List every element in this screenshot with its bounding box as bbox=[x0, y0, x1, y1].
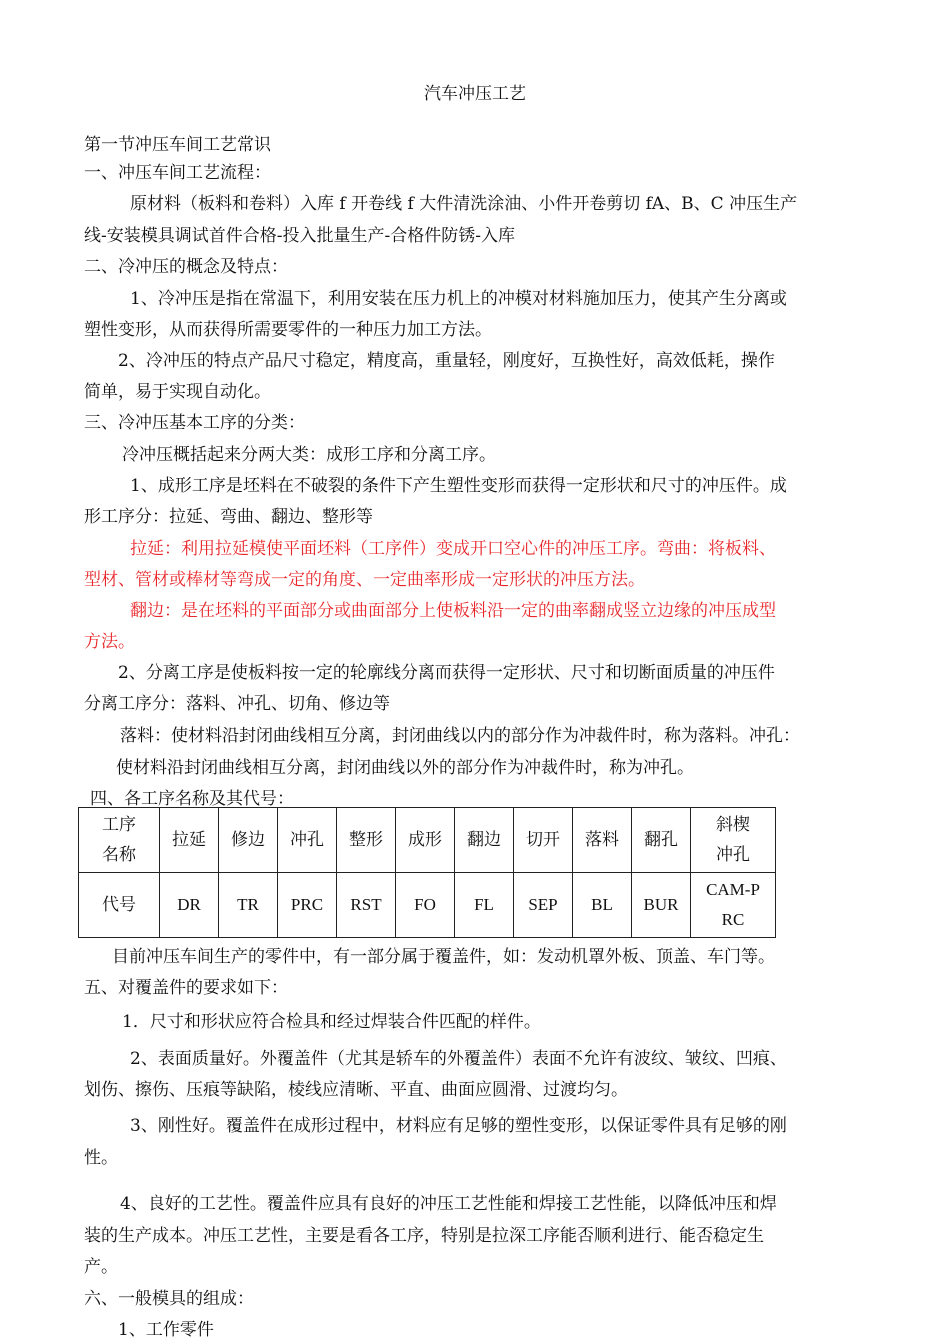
table-cell: 整形 bbox=[337, 808, 396, 873]
paragraph-line: 塑性变形，从而获得所需要零件的一种压力加工方法。 bbox=[84, 320, 492, 340]
paragraph-line: 产。 bbox=[84, 1257, 118, 1277]
table-header-cell: 代号 bbox=[79, 873, 160, 938]
paragraph-line: 3、刚性好。覆盖件在成形过程中，材料应有足够的塑性变形，以保证零件具有足够的刚 bbox=[130, 1116, 787, 1136]
highlight-line: 方法。 bbox=[84, 632, 135, 652]
paragraph-line: 1．尺寸和形状应符合检具和经过焊装合件匹配的样件。 bbox=[122, 1012, 541, 1032]
table-header-cell: 工序 名称 bbox=[79, 808, 160, 873]
document-title: 汽车冲压工艺 bbox=[424, 84, 526, 104]
paragraph-line: 1、成形工序是坯料在不破裂的条件下产生塑性变形而获得一定形状和尺寸的冲压件。成 bbox=[130, 476, 787, 496]
paragraph-line: 冷冲压概括起来分两大类：成形工序和分离工序。 bbox=[122, 445, 496, 465]
subsection-heading: 一、冲压车间工艺流程： bbox=[84, 163, 271, 183]
table-cell: 修边 bbox=[219, 808, 278, 873]
paragraph-line: 简单，易于实现自动化。 bbox=[84, 382, 271, 402]
paragraph-line: 2、分离工序是使板料按一定的轮廓线分离而获得一定形状、尺寸和切断面质量的冲压件 bbox=[118, 663, 775, 683]
paragraph-line: 分离工序分：落料、冲孔、切角、修边等 bbox=[84, 694, 390, 714]
table-cell: CAM-P RC bbox=[691, 873, 776, 938]
table-row bbox=[79, 808, 776, 873]
paragraph-line: 线-安装模具调试首件合格-投入批量生产-合格件防锈-入库 bbox=[84, 226, 515, 246]
subsection-heading: 四、各工序名称及其代号： bbox=[90, 789, 294, 809]
table-cell: FO bbox=[396, 873, 455, 938]
table-cell: 翻边 bbox=[455, 808, 514, 873]
paragraph-line: 性。 bbox=[84, 1148, 118, 1168]
table-cell: PRC bbox=[278, 873, 337, 938]
table-cell: 翻孔 bbox=[632, 808, 691, 873]
paragraph-line: 2、表面质量好。外覆盖件（尤其是轿车的外覆盖件）表面不允许有波纹、皱纹、凹痕、 bbox=[130, 1049, 787, 1069]
subsection-heading: 二、冷冲压的概念及特点： bbox=[84, 257, 288, 277]
table-cell: 落料 bbox=[573, 808, 632, 873]
highlight-line: 拉延：利用拉延模使平面坯料（工序件）变成开口空心件的冲压工序。弯曲：将板料、 bbox=[130, 539, 776, 559]
highlight-line: 翻边：是在坯料的平面部分或曲面部分上使板料沿一定的曲率翻成竖立边缘的冲压成型 bbox=[130, 601, 776, 621]
process-code-table bbox=[78, 807, 776, 938]
table-cell: FL bbox=[455, 873, 514, 938]
paragraph-line: 划伤、擦伤、压痕等缺陷，棱线应清晰、平直、曲面应圆滑、过渡均匀。 bbox=[84, 1080, 628, 1100]
paragraph-line: 2、冷冲压的特点产品尺寸稳定，精度高，重量轻，刚度好，互换性好，高效低耗，操作 bbox=[118, 351, 775, 371]
table-cell: SEP bbox=[514, 873, 573, 938]
table-cell: TR bbox=[219, 873, 278, 938]
section-heading: 第一节冲压车间工艺常识 bbox=[84, 135, 271, 155]
highlight-line: 型材、管材或棒材等弯成一定的角度、一定曲率形成一定形状的冲压方法。 bbox=[84, 570, 645, 590]
table-cell: 成形 bbox=[396, 808, 455, 873]
table-cell: RST bbox=[337, 873, 396, 938]
paragraph-line: 落料：使材料沿封闭曲线相互分离，封闭曲线以内的部分作为冲裁件时，称为落料。冲孔： bbox=[120, 726, 800, 746]
paragraph-line: 4、良好的工艺性。覆盖件应具有良好的冲压工艺性能和焊接工艺性能，以降低冲压和焊 bbox=[120, 1194, 777, 1214]
table-cell: DR bbox=[160, 873, 219, 938]
paragraph-line: 1、冷冲压是指在常温下，利用安装在压力机上的冲模对材料施加压力，使其产生分离或 bbox=[130, 289, 787, 309]
table-cell: BL bbox=[573, 873, 632, 938]
subsection-heading: 三、冷冲压基本工序的分类： bbox=[84, 413, 305, 433]
paragraph-line: 目前冲压车间生产的零件中，有一部分属于覆盖件，如：发动机罩外板、顶盖、车门等。 bbox=[112, 947, 775, 967]
paragraph-line: 原材料（板料和卷料）入库 f 开卷线 f 大件清洗涂油、小件开卷剪切 fA、B、C 冲压生产 bbox=[130, 194, 798, 214]
paragraph-line: 使材料沿封闭曲线相互分离，封闭曲线以外的部分作为冲裁件时，称为冲孔。 bbox=[116, 758, 694, 778]
paragraph-line: 装的生产成本。冲压工艺性，主要是看各工序，特别是拉深工序能否顺利进行、能否稳定生 bbox=[84, 1226, 764, 1246]
table-cell: 切开 bbox=[514, 808, 573, 873]
table-cell: 冲孔 bbox=[278, 808, 337, 873]
subsection-heading: 五、对覆盖件的要求如下： bbox=[84, 978, 288, 998]
table-cell: BUR bbox=[632, 873, 691, 938]
table-cell: 拉延 bbox=[160, 808, 219, 873]
table-row bbox=[79, 873, 776, 938]
paragraph-line: 形工序分：拉延、弯曲、翻边、整形等 bbox=[84, 507, 373, 527]
subsection-heading: 六、一般模具的组成： bbox=[84, 1289, 254, 1309]
paragraph-line: 1、工作零件 bbox=[118, 1320, 214, 1340]
table-cell: 斜楔 冲孔 bbox=[691, 808, 776, 873]
